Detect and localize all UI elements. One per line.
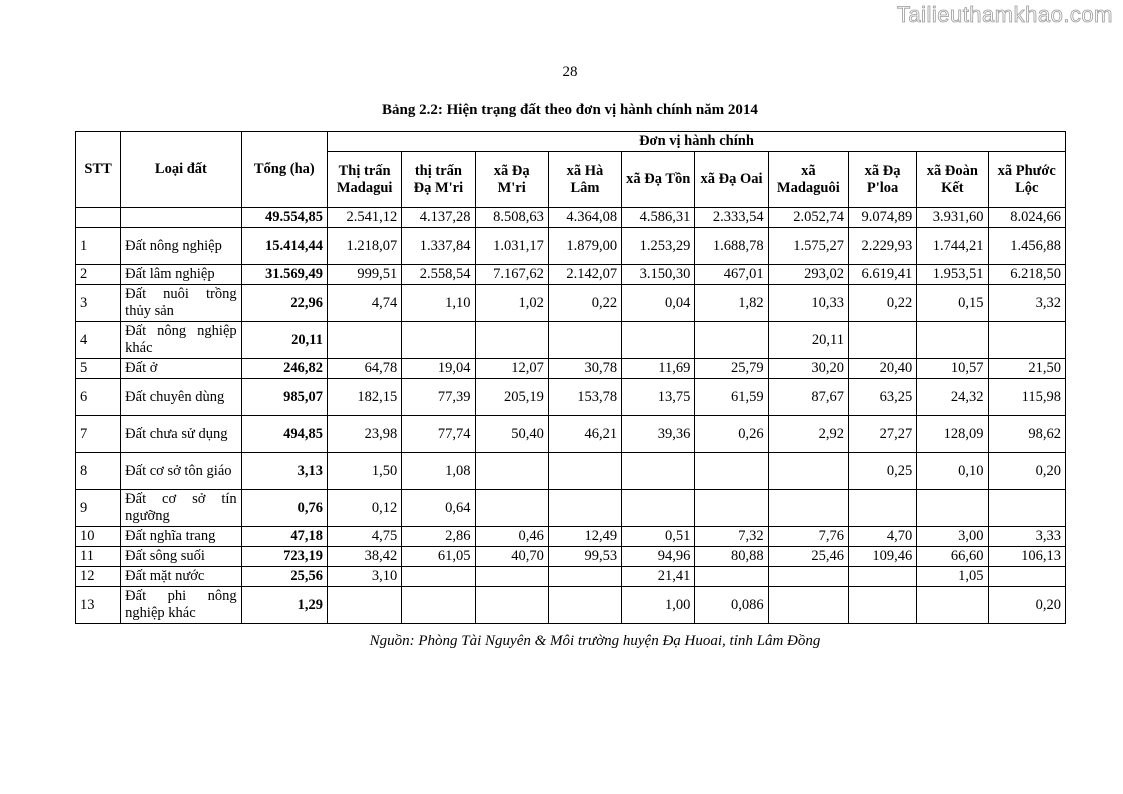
cell-value: 27,27 (848, 416, 916, 453)
cell-total: 985,07 (241, 379, 327, 416)
header-unit: Thị trấn Madagui (327, 152, 401, 208)
table-row (76, 453, 1066, 490)
cell-land-type: Đất phi nông nghiệp khác (121, 587, 241, 624)
cell-value (695, 322, 768, 359)
cell-value (695, 490, 768, 527)
cell-value: 21,41 (622, 567, 695, 587)
header-unit: xã Phước Lộc (988, 152, 1065, 208)
cell-value: 77,39 (402, 379, 475, 416)
cell-value (475, 490, 548, 527)
cell-value: 106,13 (988, 547, 1065, 567)
header-tong: Tổng (ha) (241, 132, 327, 208)
cell-value: 46,21 (548, 416, 621, 453)
table-row (76, 567, 1066, 587)
cell-value: 1.218,07 (327, 228, 401, 265)
cell-land-type: Đất sông suối (121, 547, 241, 567)
cell-value: 0,46 (475, 527, 548, 547)
cell-value: 3,00 (917, 527, 988, 547)
cell-stt: 2 (76, 265, 121, 285)
cell-value: 61,05 (402, 547, 475, 567)
cell-value (988, 322, 1065, 359)
table-row (76, 416, 1066, 453)
cell-value: 20,11 (768, 322, 848, 359)
land-status-table (75, 131, 1066, 624)
cell-value: 293,02 (768, 265, 848, 285)
cell-total: 31.569,49 (241, 265, 327, 285)
cell-value (475, 322, 548, 359)
page-number: 28 (562, 64, 578, 80)
cell-value: 1.688,78 (695, 228, 768, 265)
cell-value: 6.218,50 (988, 265, 1065, 285)
cell-total: 723,19 (241, 547, 327, 567)
cell-value: 1.575,27 (768, 228, 848, 265)
cell-value: 3,33 (988, 527, 1065, 547)
cell-value: 999,51 (327, 265, 401, 285)
cell-value: 87,67 (768, 379, 848, 416)
source-note: Nguồn: Phòng Tài Nguyên & Môi trường huyện Đạ Huoai, tỉnh Lâm Đồng (369, 633, 821, 649)
cell-value: 0,04 (622, 285, 695, 322)
cell-total: 1,29 (241, 587, 327, 624)
watermark: Tailieuthamkhao.com (896, 2, 1113, 27)
cell-value: 99,53 (548, 547, 621, 567)
cell-total: 47,18 (241, 527, 327, 547)
cell-value: 182,15 (327, 379, 401, 416)
cell-stt: 8 (76, 453, 121, 490)
cell-total: 20,11 (241, 322, 327, 359)
cell-value: 1,50 (327, 453, 401, 490)
cell-value (768, 567, 848, 587)
cell-value: 38,42 (327, 547, 401, 567)
cell-land-type: Đất nông nghiệp (121, 228, 241, 265)
cell-value: 1.031,17 (475, 228, 548, 265)
cell-value (848, 587, 916, 624)
cell-value: 0,12 (327, 490, 401, 527)
cell-value: 19,04 (402, 359, 475, 379)
cell-land-type: Đất nghĩa trang (121, 527, 241, 547)
header-unit: thị trấn Đạ M'ri (402, 152, 475, 208)
cell-value: 3,10 (327, 567, 401, 587)
cell-value: 64,78 (327, 359, 401, 379)
header-unit: xã Đạ M'ri (475, 152, 548, 208)
cell-value (548, 490, 621, 527)
cell-total: 0,76 (241, 490, 327, 527)
cell-value (622, 322, 695, 359)
cell-value: 0,10 (917, 453, 988, 490)
cell-value: 205,19 (475, 379, 548, 416)
table-row (76, 265, 1066, 285)
cell-value: 94,96 (622, 547, 695, 567)
cell-total: 494,85 (241, 416, 327, 453)
cell-value: 153,78 (548, 379, 621, 416)
cell-value: 4,70 (848, 527, 916, 547)
cell-value: 1.337,84 (402, 228, 475, 265)
cell-value: 7.167,62 (475, 265, 548, 285)
cell-stt: 10 (76, 527, 121, 547)
cell-value (402, 587, 475, 624)
cell-value (848, 490, 916, 527)
cell-value: 6.619,41 (848, 265, 916, 285)
cell-stt: 4 (76, 322, 121, 359)
cell-value: 1,08 (402, 453, 475, 490)
cell-value: 1.744,21 (917, 228, 988, 265)
cell-land-type: Đất cơ sở tín ngưỡng (121, 490, 241, 527)
cell-value: 0,64 (402, 490, 475, 527)
cell-value: 0,20 (988, 453, 1065, 490)
cell-value: 98,62 (988, 416, 1065, 453)
cell-value: 4.137,28 (402, 208, 475, 228)
cell-value: 1,00 (622, 587, 695, 624)
cell-value: 0,22 (848, 285, 916, 322)
cell-value: 2,86 (402, 527, 475, 547)
cell-stt: 12 (76, 567, 121, 587)
header-unit: xã Đạ Tồn (622, 152, 695, 208)
cell-value: 1,05 (917, 567, 988, 587)
table-title: Bảng 2.2: Hiện trạng đất theo đơn vị hành chính năm 2014 (382, 102, 758, 118)
cell-value: 25,79 (695, 359, 768, 379)
cell-value: 40,70 (475, 547, 548, 567)
table-row (76, 359, 1066, 379)
cell-value: 2.558,54 (402, 265, 475, 285)
cell-stt: 5 (76, 359, 121, 379)
cell-value (402, 322, 475, 359)
header-group: Đơn vị hành chính (327, 132, 1065, 152)
cell-value: 13,75 (622, 379, 695, 416)
cell-value: 1.253,29 (622, 228, 695, 265)
cell-value: 0,51 (622, 527, 695, 547)
header-unit: xã Đạ Oai (695, 152, 768, 208)
cell-value: 2.333,54 (695, 208, 768, 228)
cell-value: 1,02 (475, 285, 548, 322)
cell-value (848, 567, 916, 587)
cell-value: 8.024,66 (988, 208, 1065, 228)
cell-value (622, 490, 695, 527)
cell-stt: 11 (76, 547, 121, 567)
table-row (76, 547, 1066, 567)
cell-value: 0,20 (988, 587, 1065, 624)
cell-stt: 9 (76, 490, 121, 527)
cell-total: 49.554,85 (241, 208, 327, 228)
cell-value (917, 322, 988, 359)
cell-value: 4,75 (327, 527, 401, 547)
cell-value: 0,25 (848, 453, 916, 490)
cell-value: 77,74 (402, 416, 475, 453)
cell-value (768, 453, 848, 490)
cell-value: 25,46 (768, 547, 848, 567)
cell-value: 4.586,31 (622, 208, 695, 228)
cell-value: 1.879,00 (548, 228, 621, 265)
cell-land-type: Đất chưa sử dụng (121, 416, 241, 453)
header-unit: xã Hà Lâm (548, 152, 621, 208)
cell-value (548, 322, 621, 359)
cell-value (327, 322, 401, 359)
cell-value: 2.229,93 (848, 228, 916, 265)
cell-value: 12,49 (548, 527, 621, 547)
cell-value (988, 490, 1065, 527)
cell-value: 20,40 (848, 359, 916, 379)
table-row (76, 527, 1066, 547)
cell-value: 7,76 (768, 527, 848, 547)
cell-value: 23,98 (327, 416, 401, 453)
table-row (76, 228, 1066, 265)
cell-value: 1.953,51 (917, 265, 988, 285)
cell-land-type: Đất chuyên dùng (121, 379, 241, 416)
cell-value (768, 587, 848, 624)
cell-value (475, 453, 548, 490)
cell-value (548, 567, 621, 587)
table-row (76, 379, 1066, 416)
cell-land-type: Đất lâm nghiệp (121, 265, 241, 285)
cell-value: 0,15 (917, 285, 988, 322)
cell-value (622, 453, 695, 490)
cell-value: 4.364,08 (548, 208, 621, 228)
table-row (76, 285, 1066, 322)
cell-value (475, 587, 548, 624)
cell-value (695, 453, 768, 490)
table-row (76, 587, 1066, 624)
cell-value: 66,60 (917, 547, 988, 567)
cell-value: 30,20 (768, 359, 848, 379)
cell-land-type: Đất nông nghiệp khác (121, 322, 241, 359)
cell-value: 0,086 (695, 587, 768, 624)
cell-value (475, 567, 548, 587)
cell-value (695, 567, 768, 587)
cell-stt: 6 (76, 379, 121, 416)
cell-value (402, 567, 475, 587)
cell-value (548, 453, 621, 490)
cell-value (917, 587, 988, 624)
cell-value: 10,33 (768, 285, 848, 322)
table-row (76, 490, 1066, 527)
cell-value: 2,92 (768, 416, 848, 453)
cell-land-type: Đất cơ sở tôn giáo (121, 453, 241, 490)
cell-value: 128,09 (917, 416, 988, 453)
cell-stt (76, 208, 121, 228)
cell-value: 1.456,88 (988, 228, 1065, 265)
cell-land-type: Đất mặt nước (121, 567, 241, 587)
cell-total: 15.414,44 (241, 228, 327, 265)
cell-stt: 1 (76, 228, 121, 265)
cell-value: 11,69 (622, 359, 695, 379)
cell-value: 9.074,89 (848, 208, 916, 228)
cell-value: 109,46 (848, 547, 916, 567)
cell-value: 8.508,63 (475, 208, 548, 228)
cell-value: 21,50 (988, 359, 1065, 379)
cell-total: 25,56 (241, 567, 327, 587)
cell-value: 12,07 (475, 359, 548, 379)
cell-value (768, 490, 848, 527)
cell-value: 0,22 (548, 285, 621, 322)
cell-stt: 3 (76, 285, 121, 322)
header-unit: xã Đoàn Kết (917, 152, 988, 208)
header-stt: STT (76, 132, 121, 208)
cell-value: 7,32 (695, 527, 768, 547)
cell-value: 4,74 (327, 285, 401, 322)
cell-value: 0,26 (695, 416, 768, 453)
cell-value (988, 567, 1065, 587)
cell-value: 1,10 (402, 285, 475, 322)
cell-land-type: Đất nuôi trồng thủy sản (121, 285, 241, 322)
cell-total: 246,82 (241, 359, 327, 379)
cell-value: 10,57 (917, 359, 988, 379)
cell-value: 3,32 (988, 285, 1065, 322)
cell-value (548, 587, 621, 624)
header-unit: xã Đạ P'loa (848, 152, 916, 208)
cell-stt: 7 (76, 416, 121, 453)
cell-land-type: Đất ở (121, 359, 241, 379)
cell-value: 2.541,12 (327, 208, 401, 228)
cell-value: 3.150,30 (622, 265, 695, 285)
cell-total: 22,96 (241, 285, 327, 322)
table-row (76, 208, 1066, 228)
table-row (76, 322, 1066, 359)
cell-value: 80,88 (695, 547, 768, 567)
cell-value: 115,98 (988, 379, 1065, 416)
cell-value: 1,82 (695, 285, 768, 322)
cell-land-type (121, 208, 241, 228)
header-unit: xã Madaguôi (768, 152, 848, 208)
cell-value: 39,36 (622, 416, 695, 453)
cell-value (327, 587, 401, 624)
cell-value: 50,40 (475, 416, 548, 453)
cell-value: 30,78 (548, 359, 621, 379)
cell-value: 63,25 (848, 379, 916, 416)
cell-total: 3,13 (241, 453, 327, 490)
cell-value: 24,32 (917, 379, 988, 416)
cell-value (848, 322, 916, 359)
cell-value: 2.142,07 (548, 265, 621, 285)
cell-stt: 13 (76, 587, 121, 624)
cell-value: 3.931,60 (917, 208, 988, 228)
cell-value (917, 490, 988, 527)
cell-value: 2.052,74 (768, 208, 848, 228)
cell-value: 467,01 (695, 265, 768, 285)
cell-value: 61,59 (695, 379, 768, 416)
header-loai-dat: Loại đất (121, 132, 241, 208)
